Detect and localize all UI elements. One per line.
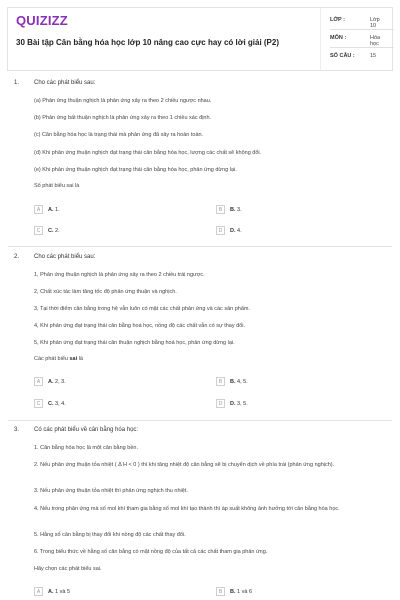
question-number: 3. bbox=[14, 427, 20, 433]
statement: 2, Chất xúc tác làm tăng tốc độ phản ứng thuận và nghịch. bbox=[34, 289, 177, 295]
option-key: A. bbox=[48, 378, 54, 385]
quizizz-logo: QUIZIZZ bbox=[16, 13, 68, 28]
meta-subject-value: Hóa học bbox=[370, 35, 381, 47]
statement: 3, Tại thời điểm cân bằng trong hệ vẫn luôn có mặt các chất phản ứng và các sản phẩm. bbox=[34, 306, 251, 312]
statement: 4, Khi phản ứng đạt trạng thái cân bằng hoá học, nồng độ các chất vẫn có sự thay đổi. bbox=[34, 323, 246, 329]
meta-grade-label: LỚP : bbox=[330, 17, 345, 23]
statement: 6. Trong biểu thức về hằng số cân bằng có mặt nồng độ của tất cả các chất tham gia phản ứng. bbox=[34, 549, 268, 555]
question-number: 2. bbox=[14, 254, 20, 260]
option-key: B. bbox=[230, 378, 236, 385]
option-letter-box: C bbox=[34, 399, 43, 408]
option-letter-box: B bbox=[216, 377, 225, 386]
option-letter-box: D bbox=[216, 226, 225, 235]
option-key: B. bbox=[230, 206, 236, 213]
option-letter-box: A bbox=[34, 587, 43, 596]
option-key: A. bbox=[48, 588, 54, 595]
answer-option-a[interactable] bbox=[34, 376, 66, 387]
statement: 5, Khi phản ứng đạt trạng thái cân thuận nghịch bằng hoá học, phản ứng dừng lại. bbox=[34, 340, 235, 346]
option-text: 3. bbox=[237, 206, 242, 213]
statement: (c) Cân bằng hóa học là trạng thái mà phản ứng đã xảy ra hoàn toàn. bbox=[34, 132, 204, 138]
question-prompt: Cho các phát biểu sau: bbox=[34, 80, 96, 86]
option-key: B. bbox=[230, 588, 236, 595]
option-text: 3, 5. bbox=[237, 400, 248, 407]
question-ask: Hãy chọn các phát biểu sai. bbox=[34, 566, 102, 572]
meta-count-value: 15 bbox=[370, 53, 377, 59]
option-text: 1. bbox=[55, 206, 60, 213]
statement: 3. Nếu phản ứng thuận tỏa nhiệt thì phản ứng nghịch thu nhiệt. bbox=[34, 488, 188, 494]
answer-option-c[interactable] bbox=[34, 225, 60, 236]
statement: (d) Khi phản ứng thuận nghịch đạt trạng thái cân bằng hóa học, lượng các chất sẽ không đổi. bbox=[34, 150, 262, 156]
answer-option-a[interactable] bbox=[34, 586, 70, 597]
meta-subject-label: MÔN : bbox=[330, 35, 347, 41]
header-divider bbox=[320, 8, 321, 70]
option-key: C. bbox=[48, 400, 54, 407]
option-key: D. bbox=[230, 227, 236, 234]
option-key: C. bbox=[48, 227, 54, 234]
question-number: 1. bbox=[14, 80, 20, 86]
option-letter-box: B bbox=[216, 587, 225, 596]
answer-option-d[interactable] bbox=[216, 225, 242, 236]
question-prompt: Cho các phát biểu sau: bbox=[34, 254, 96, 260]
question-separator bbox=[8, 420, 392, 421]
option-text: 2, 3. bbox=[55, 378, 66, 385]
option-text: 4. bbox=[237, 227, 242, 234]
statement: 2. Nếu phản ứng thuận tỏa nhiệt ( Δ H < 0 ) thì khi tăng nhiệt độ cân bằng sẽ bị chuyển dịch về phía trái (phản ứng nghịch). bbox=[34, 462, 335, 468]
answer-option-d[interactable] bbox=[216, 398, 248, 409]
meta-divider bbox=[330, 29, 394, 30]
option-letter-box: A bbox=[34, 377, 43, 386]
statement: (e) Khi phản ứng thuận nghịch đạt trạng thái cân bằng hóa học, phản ứng dừng lại. bbox=[34, 167, 237, 173]
option-text: 4, 5. bbox=[237, 378, 248, 385]
option-letter-box: B bbox=[216, 205, 225, 214]
meta-grade-value: Lớp 10 bbox=[370, 17, 380, 29]
answer-option-b[interactable] bbox=[216, 204, 242, 215]
statement: 5. Hằng số cân bằng bị thay đổi khi nồng độ các chất thay đổi. bbox=[34, 532, 186, 538]
answer-option-b[interactable] bbox=[216, 586, 252, 597]
option-text: 2. bbox=[55, 227, 60, 234]
option-text: 1 và 5 bbox=[55, 588, 71, 595]
answer-option-a[interactable] bbox=[34, 204, 60, 215]
statement: 1, Phản ứng thuận nghịch là phản ứng xảy ra theo 2 chiều trái ngược. bbox=[34, 272, 205, 278]
answer-option-c[interactable] bbox=[34, 398, 66, 409]
meta-divider bbox=[330, 47, 394, 48]
question-prompt: Có các phát biểu về cân bằng hóa học: bbox=[34, 427, 139, 433]
option-letter-box: C bbox=[34, 226, 43, 235]
statement: 4. Nếu trong phản ứng mà số mol khí tham gia bằng số mol khí tạo thành thì áp suất không ảnh hưởng tới cân bằng hóa học. bbox=[34, 506, 340, 512]
statement: (b) Phản ứng bất thuận nghịch là phản ứng xảy ra theo 1 chiều xác định. bbox=[34, 115, 212, 121]
question-ask: Các phát biểu sai là bbox=[34, 356, 83, 362]
option-text: 1 và 6 bbox=[237, 588, 253, 595]
option-letter-box: A bbox=[34, 205, 43, 214]
question-ask: Số phát biểu sai là bbox=[34, 183, 80, 189]
option-letter-box: D bbox=[216, 399, 225, 408]
option-key: D. bbox=[230, 400, 236, 407]
statement: 1. Cân bằng hóa học là một cân bằng bền. bbox=[34, 445, 138, 451]
option-text: 3, 4. bbox=[55, 400, 66, 407]
meta-count-label: SỐ CÂU : bbox=[330, 53, 355, 59]
page-title: 30 Bài tập Cân bằng hóa học lớp 10 nâng cao cực hay có lời giải (P2) bbox=[16, 38, 280, 47]
worksheet-header bbox=[7, 7, 393, 71]
question-separator bbox=[8, 246, 392, 247]
statement: (a) Phản ứng thuận nghịch là phản ứng xảy ra theo 2 chiều ngược nhau. bbox=[34, 98, 212, 104]
option-key: A. bbox=[48, 206, 54, 213]
answer-option-b[interactable] bbox=[216, 376, 248, 387]
